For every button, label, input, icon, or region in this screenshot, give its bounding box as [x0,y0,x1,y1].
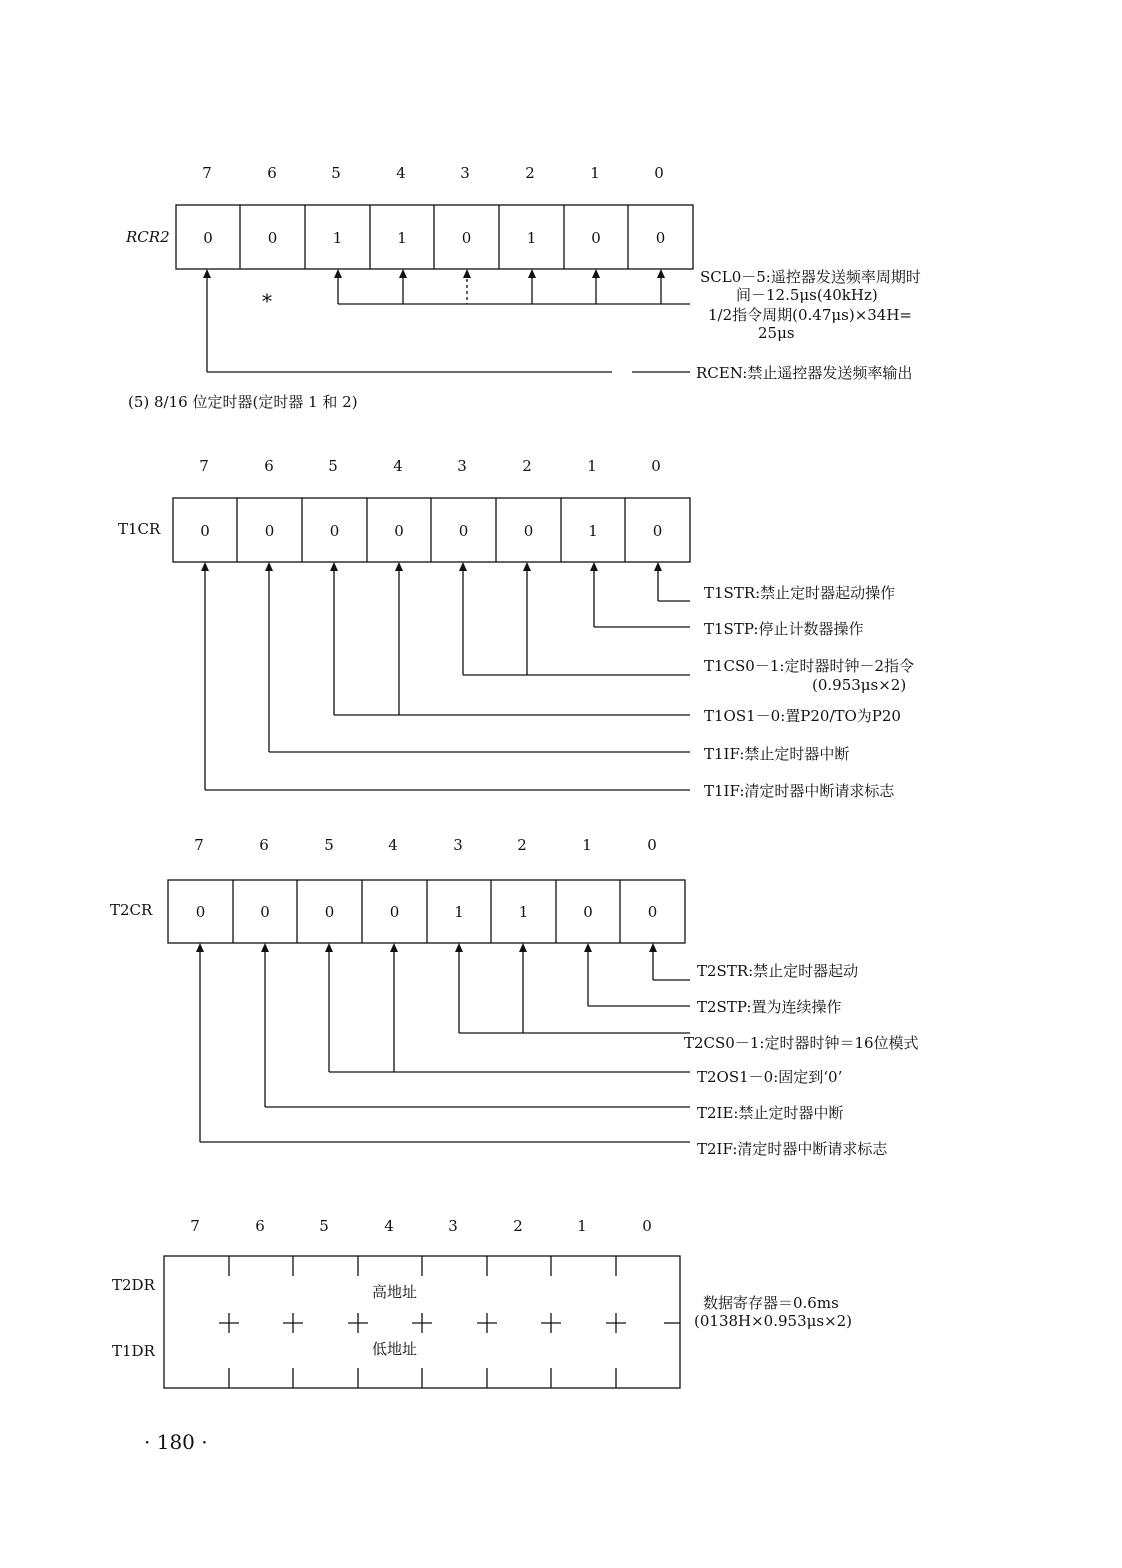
bit-number: 3 [460,164,470,182]
bit-number: 6 [255,1217,265,1235]
bit-cell: 1 [588,522,598,540]
t1cr-label-ie: T1IF:禁止定时器中断 [704,745,850,763]
bit-cell: 0 [200,522,210,540]
bit-number: 7 [199,457,209,475]
bit-cell: 0 [655,229,666,247]
data-register-note: 数据寄存器＝0.6ms [703,1294,839,1312]
bit-number: 3 [453,836,463,854]
bit-cell: 1 [397,229,407,247]
bit-number: 3 [448,1217,458,1235]
t1cr-label-stp: T1STP:停止计数器操作 [704,620,864,638]
t1cr-label-cs-cont: (0.953μs×2) [812,676,907,694]
bit-number: 0 [647,836,657,854]
register-name-t1dr: T1DR [112,1342,155,1360]
bit-number: 5 [319,1217,329,1235]
bit-number: 0 [651,457,661,475]
bit-number: 3 [457,457,467,475]
bit-cell: 0 [583,903,593,921]
bit-number: 4 [388,836,398,854]
bit-number: 2 [522,457,532,475]
bit-cell: 0 [389,903,400,921]
bit-number: 7 [194,836,204,854]
bit-number: 5 [324,836,334,854]
t1cr-label-str: T1STR:禁止定时器起动操作 [704,584,896,602]
bit-cell: 1 [454,903,464,921]
bit-cell: 0 [195,903,206,921]
t2cr-label-str: T2STR:禁止定时器起动 [697,962,859,980]
bit-cell: 0 [523,522,534,540]
bit-cell: 0 [394,522,404,540]
register-name-rcr2: RCR2 [126,228,170,246]
bit-number: 1 [577,1217,587,1235]
unused-bit-marker: * [262,289,272,313]
bit-number: 6 [264,457,274,475]
register-name-t1cr: T1CR [118,520,161,538]
tdr-lines [164,1256,680,1388]
register-name-t2dr: T2DR [112,1276,155,1294]
t2cr-label-if: T2IF:清定时器中断请求标志 [697,1140,888,1158]
t1cr-label-os: T1OS1－0:置P20/TO为P20 [704,707,901,725]
rcr2-label-scl-cont: 间－12.5μs(40kHz) [736,286,878,304]
bit-number: 1 [587,457,597,475]
bit-number: 0 [642,1217,652,1235]
bit-cell: 0 [458,522,469,540]
bit-number: 4 [396,164,406,182]
low-address-label: 低地址 [372,1340,418,1358]
bit-number: 1 [582,836,592,854]
bit-cell: 0 [647,903,658,921]
bit-cell: 0 [260,903,270,921]
t2cr-label-stp: T2STP:置为连续操作 [697,998,842,1016]
bit-number: 2 [513,1217,523,1235]
bit-cell: 0 [591,229,601,247]
bit-cell: 1 [332,229,343,247]
bit-cell: 0 [329,522,340,540]
t2cr-label-os: T2OS1－0:固定到‘0’ [697,1068,843,1086]
bit-number: 6 [259,836,269,854]
register-name-t2cr: T2CR [110,901,153,919]
bit-cell: 1 [518,903,529,921]
bit-cell: 0 [203,229,213,247]
bit-number: 0 [654,164,664,182]
data-register-note-formula: (0138H×0.953μs×2) [694,1312,853,1330]
bit-number: 5 [331,164,341,182]
rcr2-label-cycle-cont: 25μs [758,324,795,342]
bit-number: 7 [190,1217,200,1235]
t2cr-label-cs: T2CS0－1:定时器时钟＝16位模式 [684,1034,919,1052]
bit-cell: 0 [652,522,663,540]
t2cr-label-ie: T2IE:禁止定时器中断 [697,1104,844,1122]
bit-number: 6 [267,164,277,182]
rcr2-label-rcen: RCEN:禁止遥控器发送频率输出 [696,364,913,382]
rcr2-label-cycle: 1/2指令周期(0.47μs)×34H= [708,306,912,324]
t1cr-lines [173,498,690,790]
high-address-label: 高地址 [372,1283,418,1301]
bit-cell: 0 [461,229,472,247]
bit-number: 7 [202,164,212,182]
bit-cell: 1 [526,229,537,247]
bit-number: 2 [525,164,535,182]
bit-cell: 0 [267,229,278,247]
t1cr-label-cs: T1CS0－1:定时器时钟－2指令 [704,657,914,675]
bit-cell: 0 [324,903,335,921]
bit-number: 4 [384,1217,394,1235]
t1cr-label-if: T1IF:清定时器中断请求标志 [704,782,895,800]
bit-number: 4 [393,457,403,475]
bit-number: 1 [590,164,600,182]
rcr2-label-scl: SCL0－5:遥控器发送频率周期时 [700,268,921,286]
section-title: (5) 8/16 位定时器(定时器 1 和 2) [128,393,358,411]
bit-number: 2 [517,836,527,854]
bit-cell: 0 [264,522,275,540]
bit-number: 5 [328,457,338,475]
page-number: · 180 · [144,1430,208,1454]
